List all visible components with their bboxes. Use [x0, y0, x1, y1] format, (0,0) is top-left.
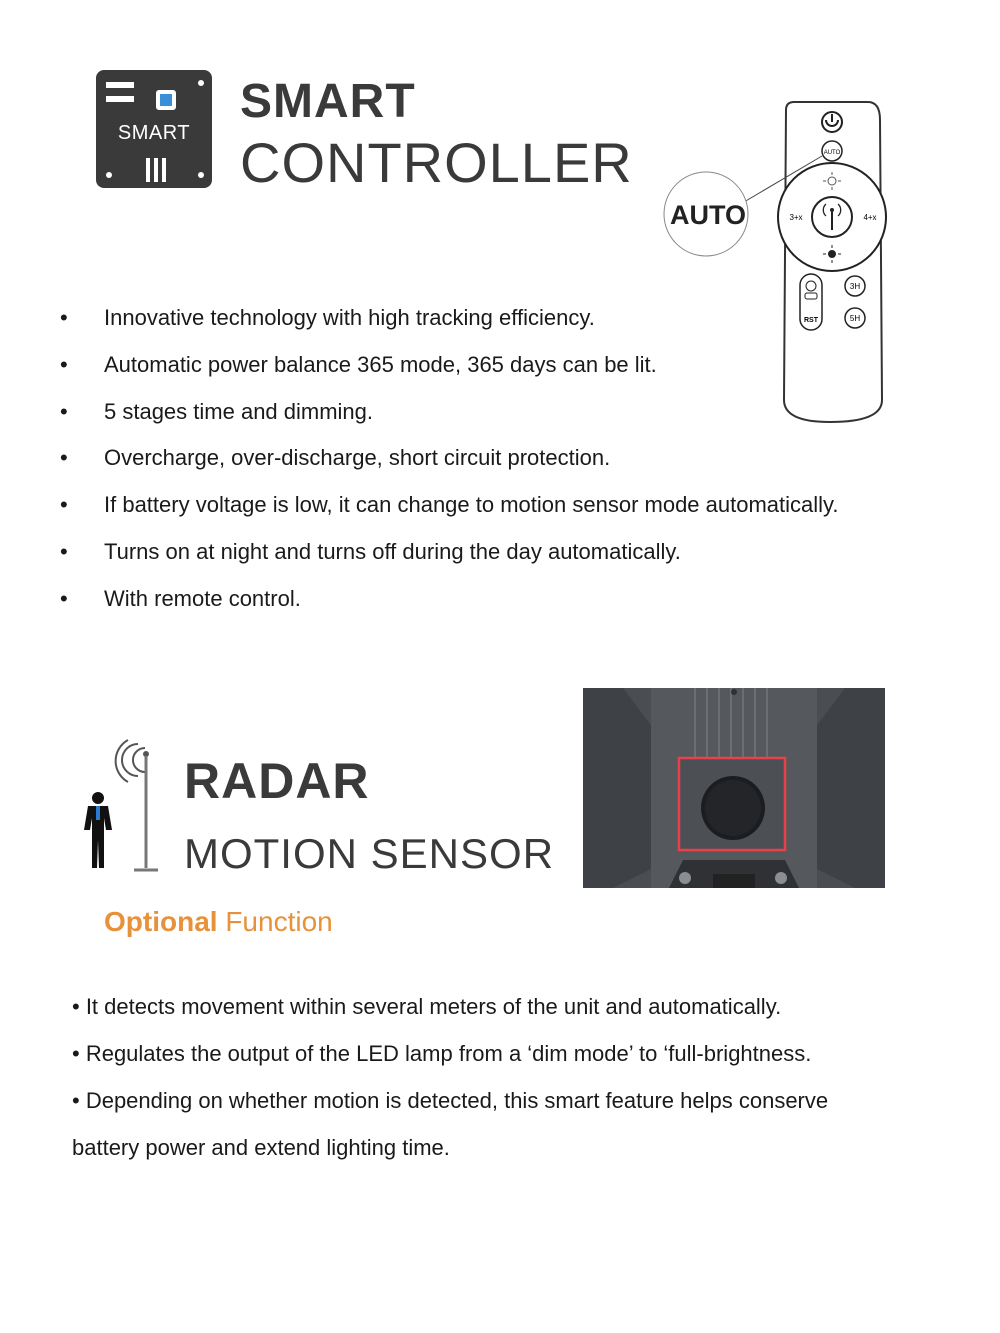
list-item [60, 394, 839, 441]
radar-sensor-icon [78, 738, 158, 878]
logo-text: SMART [117, 122, 191, 144]
person-silhouette-icon [84, 792, 112, 868]
list-item [60, 347, 839, 394]
smart-controller-title: SMART [240, 75, 416, 128]
optional-rest: Function [217, 906, 333, 937]
logo-bar [106, 82, 134, 88]
right-label: 4+x [863, 213, 877, 222]
rst-label: RST [804, 317, 818, 324]
feature-text: If battery voltage is low, it can change to motion sensor mode automatically. [104, 492, 839, 518]
bullet: • [60, 445, 68, 471]
logo-dot [106, 172, 112, 178]
logo-chip-icon [156, 90, 176, 110]
smart-controller-logo [96, 70, 212, 188]
radar-point: • Regulates the output of the LED lamp from a ‘dim mode’ to ‘full-brightness. [72, 1041, 812, 1066]
optional-function-label [104, 906, 333, 938]
bullet: • [60, 351, 68, 377]
bullet: • [60, 398, 68, 424]
feature-text: Turns on at night and turns off during the day automatically. [104, 538, 681, 564]
radar-point: • Depending on whether motion is detected, this smart feature helps conserve [72, 1088, 829, 1113]
smart-controller-feature-list [60, 300, 839, 628]
auto-callout-label: AUTO [669, 200, 747, 230]
bullet: • [60, 492, 68, 518]
logo-dot [198, 172, 204, 178]
logo-stripes [146, 158, 176, 182]
optional-strong: Optional [104, 906, 218, 937]
radar-point: • It detects movement within several meters of the unit and automatically. [72, 994, 782, 1019]
bullet: • [60, 585, 68, 611]
left-label: 3+x [789, 213, 803, 222]
5h-label: 5H [849, 314, 861, 323]
power-icon [822, 112, 842, 132]
smart-controller-subtitle: CONTROLLER [240, 131, 633, 194]
bullet: • [60, 305, 68, 330]
feature-text: Overcharge, over-discharge, short circuit protection. [104, 445, 611, 471]
3h-label: 3H [849, 282, 861, 291]
feature-text: 5 stages time and dimming. [104, 398, 374, 424]
bullet: • [60, 538, 68, 564]
list-item [60, 581, 839, 628]
logo-dot [198, 80, 204, 86]
auto-button-label: AUTO [823, 150, 841, 156]
feature-text: With remote control. [104, 585, 301, 611]
sensor-product-photo [583, 688, 885, 888]
feature-text: Automatic power balance 365 mode, 365 days can be lit. [104, 351, 657, 377]
logo-bar [106, 96, 134, 102]
feature-text: Innovative technology with high tracking efficiency. [104, 305, 595, 330]
list-item [60, 300, 839, 347]
radar-subtitle: MOTION SENSOR [184, 830, 555, 877]
list-item [60, 440, 839, 487]
radar-point: battery power and extend lighting time. [72, 1135, 450, 1160]
signal-waves-icon [116, 740, 145, 782]
list-item [60, 487, 839, 534]
list-item [60, 534, 839, 581]
radar-title: RADAR [184, 753, 370, 809]
